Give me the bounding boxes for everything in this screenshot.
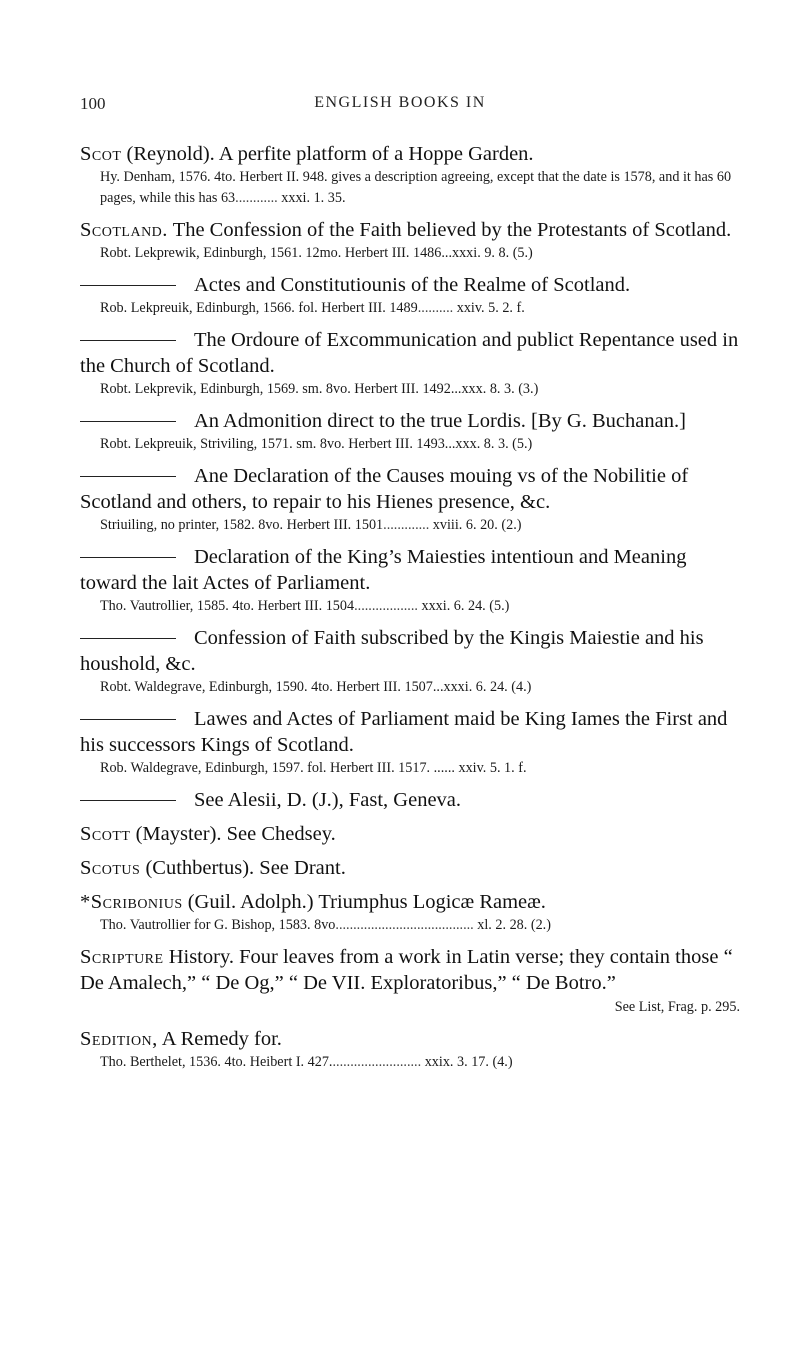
ditto-dash xyxy=(80,285,176,286)
leader-dots: ....................................... xyxy=(335,917,474,933)
leader-dots: ......................... xyxy=(332,1054,422,1070)
entry-head: Scott xyxy=(80,823,131,845)
entry-scot-reynold xyxy=(80,141,740,209)
shelf-reference: xviii. 6. 20. (2.) xyxy=(432,517,522,533)
entry-imprint: Hy. Denham, 1576. 4to. Herbert II. 948. gives a description agreeing, except that the date is 1578, and it has 60 pages, while this has 63 xyxy=(100,169,732,206)
entry-imprint: Tho. Berthelet, 1536. 4to. Heibert I. 427. xyxy=(100,1054,333,1070)
entry-title: Confession of Faith subscribed by the Kingis Maiestie and his houshold, &c. xyxy=(80,627,704,675)
ditto-dash xyxy=(80,557,176,558)
ditto-dash xyxy=(80,719,176,720)
entry-scotland-ordoure xyxy=(80,327,740,400)
page-header xyxy=(0,94,800,124)
entry-sedition xyxy=(80,1026,740,1073)
page-number: 100 xyxy=(80,94,106,113)
shelf-reference: xl. 2. 28. (2.) xyxy=(477,917,551,933)
catalogue-entries xyxy=(80,141,740,1081)
ditto-dash xyxy=(80,638,176,639)
entry-scotus xyxy=(80,855,740,881)
entry-title: A Remedy for. xyxy=(161,1028,282,1050)
entry-title: (Mayster). See Chedsey. xyxy=(135,823,336,845)
entry-head: Scripture xyxy=(80,946,164,968)
entry-imprint: Tho. Vautrollier for G. Bishop, 1583. 8vo xyxy=(100,917,336,933)
leader-dots: .......... xyxy=(417,300,454,316)
entry-title: (Guil. Adolph.) Triumphus Logicæ Rameæ. xyxy=(187,891,546,913)
entry-head: Scotland. xyxy=(80,219,168,241)
entry-title: (Cuthbertus). See Drant. xyxy=(145,857,346,879)
entry-title: The Ordoure of Excommunication and publict Repentance used in the Church of Scotland. xyxy=(80,329,739,377)
running-title: ENGLISH BOOKS IN xyxy=(314,94,486,111)
ditto-dash xyxy=(80,476,176,477)
ditto-dash xyxy=(80,800,176,801)
entry-scotland-confession xyxy=(80,217,740,264)
leader-dots: ............ xyxy=(235,190,278,206)
leader-dots: ............. xyxy=(383,517,430,533)
entry-title: An Admonition direct to the true Lordis. [By G. Buchanan.] xyxy=(194,410,686,432)
entry-note: See List, Frag. p. 295. xyxy=(614,999,740,1015)
entry-scotland-declaration-maiesties xyxy=(80,544,740,617)
entry-imprint: Striuiling, no printer, 1582. 8vo. Herbert III. 1501 xyxy=(100,517,384,533)
entry-imprint: Rob. Lekpreuik, Edinburgh, 1566. fol. Herbert III. 1489 xyxy=(100,300,418,316)
ditto-dash xyxy=(80,421,176,422)
leader-dots: .................. xyxy=(354,598,418,614)
entry-imprint: Robt. Lekprewik, Edinburgh, 1561. 12mo. Herbert III. 1486...xxxi. 9. 8. (5.) xyxy=(100,245,533,261)
entry-imprint: Rob. Waldegrave, Edinburgh, 1597. fol. Herbert III. 1517. ...... xyxy=(100,760,455,776)
ditto-dash xyxy=(80,340,176,341)
entry-title: (Reynold). A perfite platform of a Hoppe Garden. xyxy=(126,143,534,165)
shelf-reference: xxiv. 5. 2. f. xyxy=(456,300,525,316)
entry-imprint: Robt. Lekprevik, Edinburgh, 1569. sm. 8vo. Herbert III. 1492...xxx. 8. 3. (3.) xyxy=(100,381,539,397)
entry-scotland-lawes xyxy=(80,706,740,779)
entry-title: See Alesii, D. (J.), Fast, Geneva. xyxy=(194,789,462,811)
entry-scotland-admonition xyxy=(80,408,740,455)
entry-imprint: Tho. Vautrollier, 1585. 4to. Herbert III. 1504 xyxy=(100,598,355,614)
entry-scotland-see-alesii xyxy=(80,787,740,813)
entry-scotland-confession-kingis xyxy=(80,625,740,698)
entry-head: Scotus xyxy=(80,857,141,879)
entry-head: Sedition, xyxy=(80,1028,158,1050)
entry-head: Scot xyxy=(80,143,122,165)
entry-title: Ane Declaration of the Causes mouing vs of the Nobilitie of Scotland and others, to repair to his Hienes presence, &c. xyxy=(80,465,689,513)
shelf-reference: xxxi. 6. 24. (5.) xyxy=(421,598,510,614)
entry-title: History. Four leaves from a work in Latin verse; they contain those “ De Amalech,” “ De Og,” “ De VII. Exploratoribus,” “ De Botro.” xyxy=(80,946,733,994)
entry-scribonius xyxy=(80,889,740,936)
entry-imprint: Robt. Waldegrave, Edinburgh, 1590. 4to. Herbert III. 1507...xxxi. 6. 24. (4.) xyxy=(100,679,532,695)
shelf-reference: xxix. 3. 17. (4.) xyxy=(424,1054,513,1070)
entry-title: Declaration of the King’s Maiesties intentioun and Meaning toward the lait Actes of Parliament. xyxy=(80,546,687,594)
entry-imprint: Robt. Lekpreuik, Striviling, 1571. sm. 8vo. Herbert III. 1493...xxx. 8. 3. (5.) xyxy=(100,436,533,452)
shelf-reference: xxiv. 5. 1. f. xyxy=(458,760,527,776)
entry-scotland-declaration-causes xyxy=(80,463,740,536)
entry-title: Actes and Constitutiounis of the Realme of Scotland. xyxy=(194,274,631,296)
entry-scott-mayster xyxy=(80,821,740,847)
entry-scotland-actes xyxy=(80,272,740,319)
entry-scripture xyxy=(80,944,740,1018)
entry-head: *Scribonius xyxy=(80,891,183,913)
entry-title: The Confession of the Faith believed by the Protestants of Scotland. xyxy=(172,219,732,241)
shelf-reference: xxxi. 1. 35. xyxy=(281,190,346,206)
entry-title: Lawes and Actes of Parliament maid be King Iames the First and his successors Kings of Scotland. xyxy=(80,708,728,756)
